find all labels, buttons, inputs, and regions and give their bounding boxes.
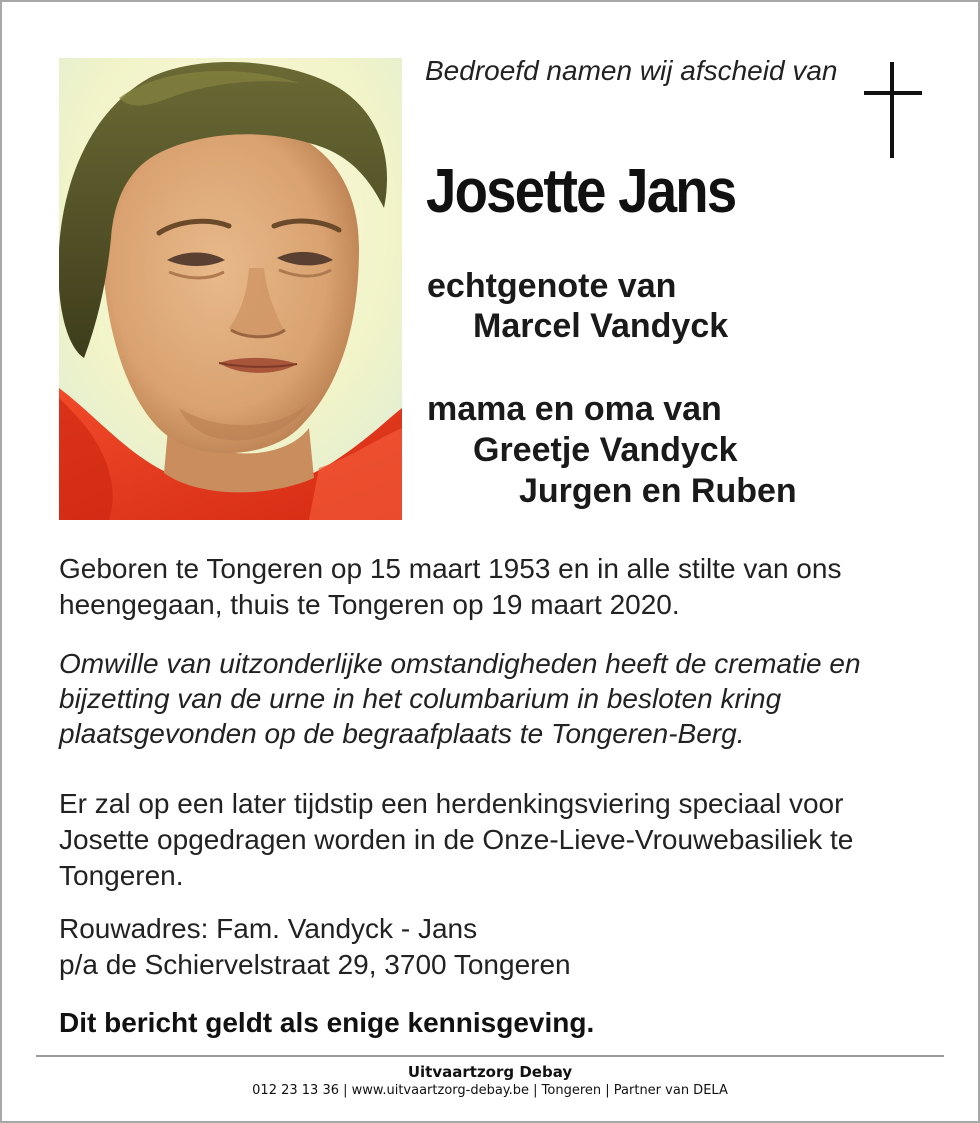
address-line-1: Rouwadres: Fam. Vandyck - Jans (59, 913, 478, 944)
spouse-name: Marcel Vandyck (473, 307, 729, 345)
cross-icon (864, 62, 922, 158)
children-intro: mama en oma van (427, 390, 722, 428)
closing-statement: Dit bericht geldt als enige kennisgeving. (59, 1007, 595, 1038)
mourning-address (59, 911, 939, 983)
funeral-home-name: Uitvaartzorg Debay (407, 1063, 573, 1081)
cremation-notice: Omwille van uitzonderlijke omstandigheden heeft de crematie en bijzetting van de urne in het columbarium in besloten kring plaatsgevonden op de begraafplaats te Tongeren-Berg. (59, 648, 861, 749)
memorial-notice: Er zal op een later tijdstip een herdenkingsviering speciaal voor Josette opgedragen worden in de Onze-Lieve-Vrouwebasiliek te Tongeren. (59, 788, 854, 891)
portrait-photo (59, 58, 402, 520)
deceased-name: Josette Jans (426, 157, 736, 226)
spouse-intro: echtgenote van (427, 267, 677, 305)
footer-divider (36, 1055, 944, 1057)
intro-text: Bedroefd namen wij afscheid van (425, 55, 838, 86)
funeral-home-contact: 012 23 13 36 | www.uitvaartzorg-debay.be | Tongeren | Partner van DELA (252, 1083, 728, 1098)
child-name: Greetje Vandyck (473, 431, 738, 469)
address-line-2: p/a de Schiervelstraat 29, 3700 Tongeren (59, 949, 571, 980)
grandchildren-names: Jurgen en Ruben (519, 472, 797, 510)
birth-death-text: Geboren te Tongeren op 15 maart 1953 en in alle stilte van ons heengegaan, thuis te Tongeren op 19 maart 2020. (59, 553, 842, 620)
